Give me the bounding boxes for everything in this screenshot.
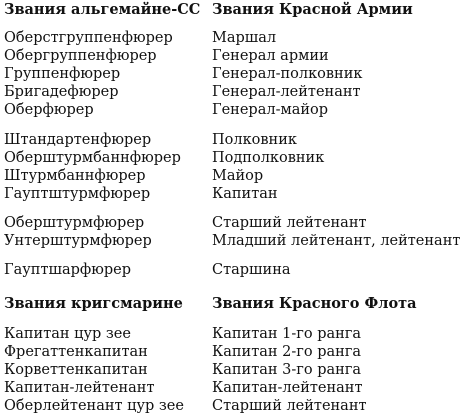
rank-right: Генерал-лейтенант bbox=[212, 84, 361, 100]
rank-left: Оберстгруппенфюрер bbox=[4, 30, 173, 46]
table-row bbox=[0, 232, 460, 250]
table-row bbox=[0, 379, 430, 397]
header-ss-ranks: Звания альгемайне-СС bbox=[4, 1, 201, 18]
rank-left: Оберлейтенант цур зее bbox=[4, 398, 184, 414]
rank-left: Штандартенфюрер bbox=[4, 132, 152, 148]
rank-right: Генерал-майор bbox=[212, 102, 329, 118]
rank-right: Генерал армии bbox=[212, 48, 329, 64]
rank-right: Младший лейтенант, лейтенант bbox=[212, 233, 460, 249]
rank-right: Старший лейтенант bbox=[212, 398, 367, 414]
table-row bbox=[0, 149, 430, 167]
rank-left: Корветтенкапитан bbox=[4, 362, 148, 378]
rank-left: Гауптшарфюрер bbox=[4, 262, 131, 278]
rank-left: Фрегаттенкапитан bbox=[4, 344, 148, 360]
rank-left: Капитан цур зее bbox=[4, 326, 131, 342]
rank-left: Оберштурмфюрер bbox=[4, 215, 145, 231]
rank-right: Капитан 3-го ранга bbox=[212, 362, 362, 378]
rank-left: Унтерштурмфюрер bbox=[4, 233, 152, 249]
table-row bbox=[0, 325, 430, 343]
table-row bbox=[0, 397, 430, 415]
header-kriegsmarine-ranks: Звания кригсмарине bbox=[4, 295, 183, 312]
header-red-fleet-ranks: Звания Красного Флота bbox=[212, 295, 417, 312]
table-row bbox=[0, 29, 430, 47]
table-row bbox=[0, 47, 430, 65]
rank-right: Маршал bbox=[212, 30, 277, 46]
rank-right: Генерал-полковник bbox=[212, 66, 363, 82]
table-row bbox=[0, 214, 430, 232]
rank-right: Полковник bbox=[212, 132, 297, 148]
rank-right: Капитан bbox=[212, 186, 278, 202]
rank-left: Оберштурмбаннфюрер bbox=[4, 150, 181, 166]
table-row bbox=[0, 167, 430, 185]
section-header bbox=[0, 0, 430, 20]
table-row bbox=[0, 101, 430, 119]
table-row bbox=[0, 83, 430, 101]
rank-right: Старшина bbox=[212, 262, 291, 278]
rank-right: Капитан-лейтенант bbox=[212, 380, 363, 396]
rank-left: Оберфюрер bbox=[4, 102, 94, 118]
rank-right: Подполковник bbox=[212, 150, 325, 166]
table-row bbox=[0, 261, 430, 279]
rank-left: Бригадефюрер bbox=[4, 84, 119, 100]
rank-right: Старший лейтенант bbox=[212, 215, 367, 231]
rank-right: Майор bbox=[212, 168, 264, 184]
rank-left: Гауптштурмфюрер bbox=[4, 186, 151, 202]
table-row bbox=[0, 343, 430, 361]
rank-right: Капитан 1-го ранга bbox=[212, 326, 362, 342]
rank-left: Капитан-лейтенант bbox=[4, 380, 155, 396]
table-row bbox=[0, 65, 430, 83]
header-red-army-ranks: Звания Красной Армии bbox=[212, 1, 413, 18]
table-row bbox=[0, 131, 430, 149]
table-row bbox=[0, 361, 430, 379]
section-header bbox=[0, 294, 430, 314]
rank-right: Капитан 2-го ранга bbox=[212, 344, 362, 360]
rank-left: Группенфюрер bbox=[4, 66, 121, 82]
rank-left: Штурмбаннфюрер bbox=[4, 168, 146, 184]
rank-left: Обергруппенфюрер bbox=[4, 48, 157, 64]
table-row bbox=[0, 185, 430, 203]
